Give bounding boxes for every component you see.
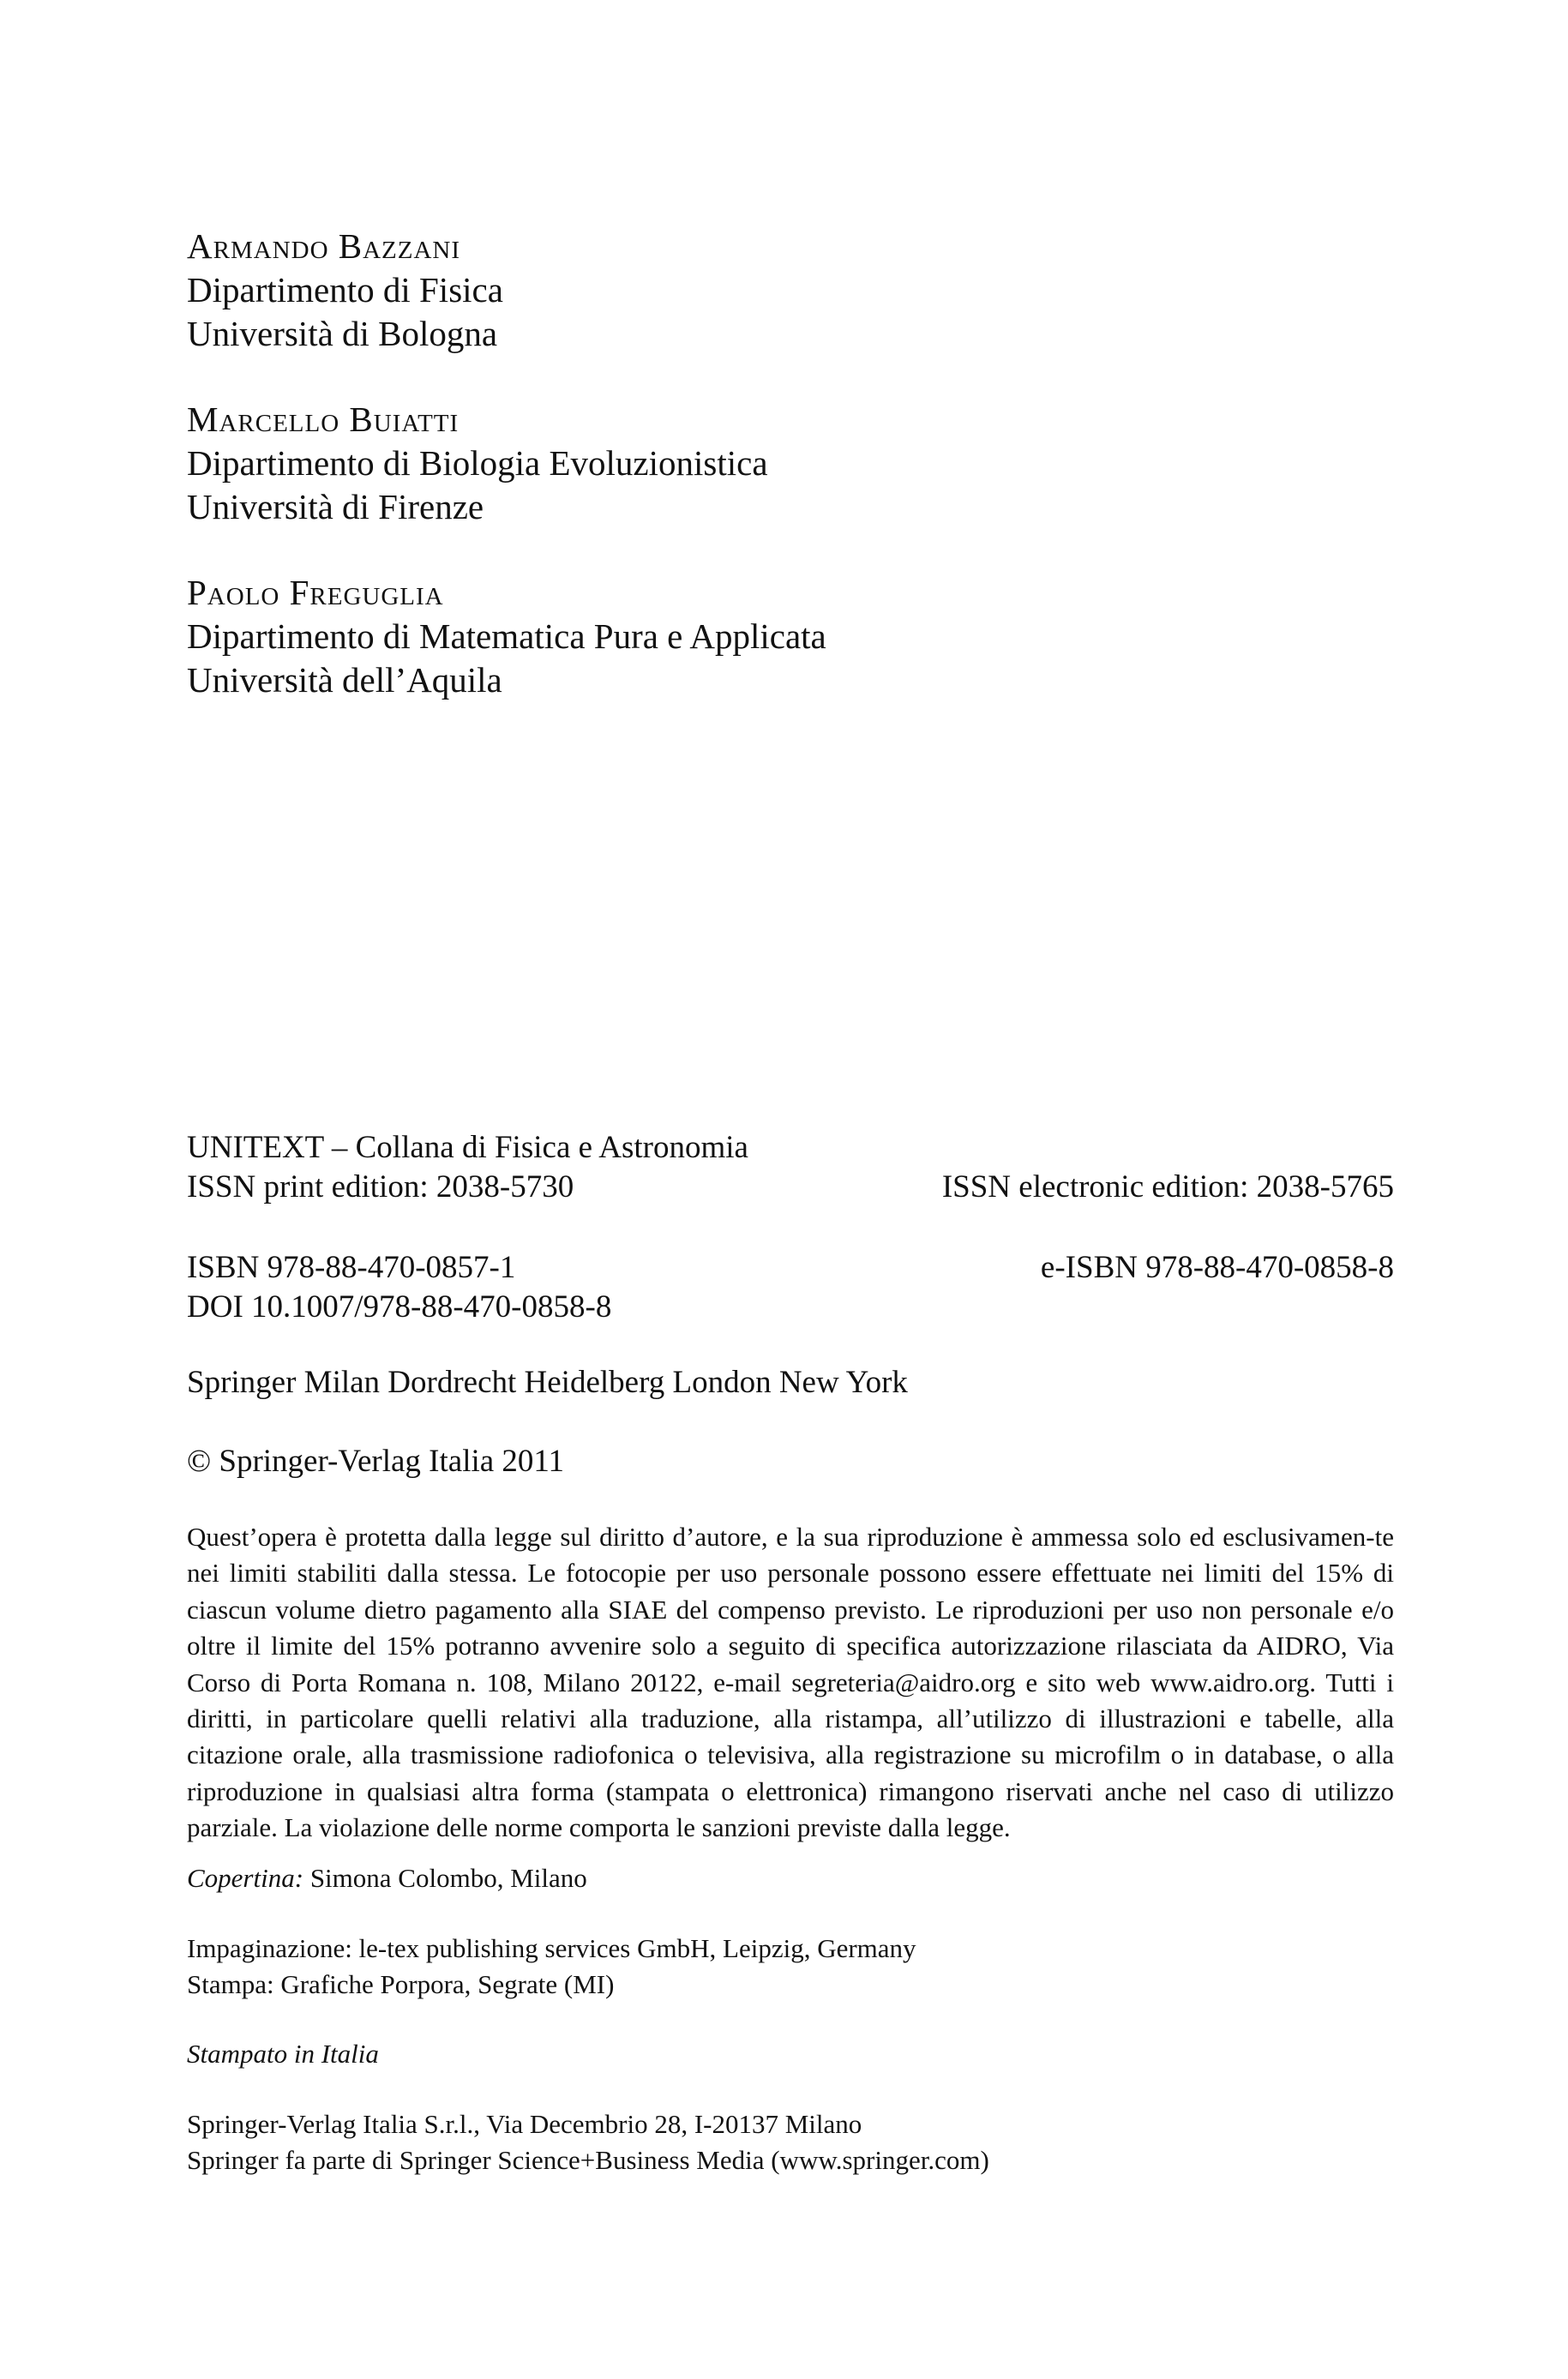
issn-print: ISSN print edition: 2038-5730 [187, 1169, 574, 1205]
publisher-group: Springer fa parte di Springer Science+Business Media (www.springer.com) [187, 2145, 989, 2175]
author-university: Università di Bologna [187, 314, 498, 353]
author-block-2 [187, 398, 768, 529]
author-university: Università di Firenze [187, 487, 484, 526]
series-block [187, 1128, 1394, 1207]
author-name: Paolo Freguglia [187, 573, 444, 612]
issn-row [187, 1168, 1394, 1207]
series-title: UNITEXT – Collana di Fisica e Astronomia [187, 1130, 748, 1165]
issn-electronic: ISSN electronic edition: 2038-5765 [941, 1169, 1394, 1205]
author-university: Università dell’Aquila [187, 660, 502, 700]
author-department: Dipartimento di Fisica [187, 270, 503, 309]
author-department: Dipartimento di Biologia Evoluzionistica [187, 443, 768, 483]
identifier-block [187, 1248, 1394, 1327]
author-department: Dipartimento di Matematica Pura e Applicata [187, 616, 826, 656]
publisher-address: Springer-Verlag Italia S.r.l., Via Decembrio 28, I-20137 Milano [187, 2109, 862, 2139]
doi: DOI 10.1007/978-88-470-0858-8 [187, 1289, 612, 1325]
author-block-3 [187, 571, 826, 702]
isbn: ISBN 978-88-470-0857-1 [187, 1250, 516, 1285]
author-name: Marcello Buiatti [187, 400, 460, 439]
layout-credit: Impaginazione: le-tex publishing services GmbH, Leipzig, Germany [187, 1933, 916, 1963]
legal-notice: Quest’opera è protetta dalla legge sul diritto d’autore, e la sua riproduzione è ammessa solo ed esclusivamen-te nei limiti stabiliti dalla stessa. Le fotocopie per uso personale possono essere effettuate nei limiti del 15% di ciascun volume dietro pagamento alla SIAE del compenso previsto. Le riproduzioni per uso non personale e/o oltre il limite del 15% potranno avvenire solo a seguito di specifica autorizzazione rilasciata da AIDRO, Via Corso di Porta Romana n. 108, Milano 20122, e-mail segreteria@aidro.org e sito web www.aidro.org. Tutti i diritti, in particolare quelli relativi alla traduzione, alla ristampa, all’utilizzo di illustrazioni e tabelle, alla citazione orale, alla trasmissione radiofonica o televisiva, alla registrazione su microfilm o in database, o alla riproduzione in qualsiasi altra forma (stampata o elettronica) rimangono riservati anche nel caso di utilizzo parziale. La violazione delle norme comporta le sanzioni previste dalla legge. [187, 1522, 1394, 1843]
cover-label: Copertina: [187, 1863, 304, 1893]
publisher-info [187, 2106, 1394, 2178]
author-block-1 [187, 225, 503, 356]
isbn-row [187, 1248, 1394, 1288]
eisbn: e-ISBN 978-88-470-0858-8 [1040, 1250, 1394, 1285]
printing-credit: Stampa: Grafiche Porpora, Segrate (MI) [187, 1969, 615, 1999]
cover-value: Simona Colombo, Milano [309, 1863, 587, 1893]
copyright-line: © Springer-Verlag Italia 2011 [187, 1444, 565, 1479]
publisher-cities: Springer Milan Dordrecht Heidelberg London New York [187, 1365, 908, 1400]
cover-credit [187, 1860, 1394, 1896]
author-name: Armando Bazzani [187, 226, 461, 266]
production-block [187, 1931, 1394, 2003]
printed-in: Stampato in Italia [187, 2039, 379, 2069]
